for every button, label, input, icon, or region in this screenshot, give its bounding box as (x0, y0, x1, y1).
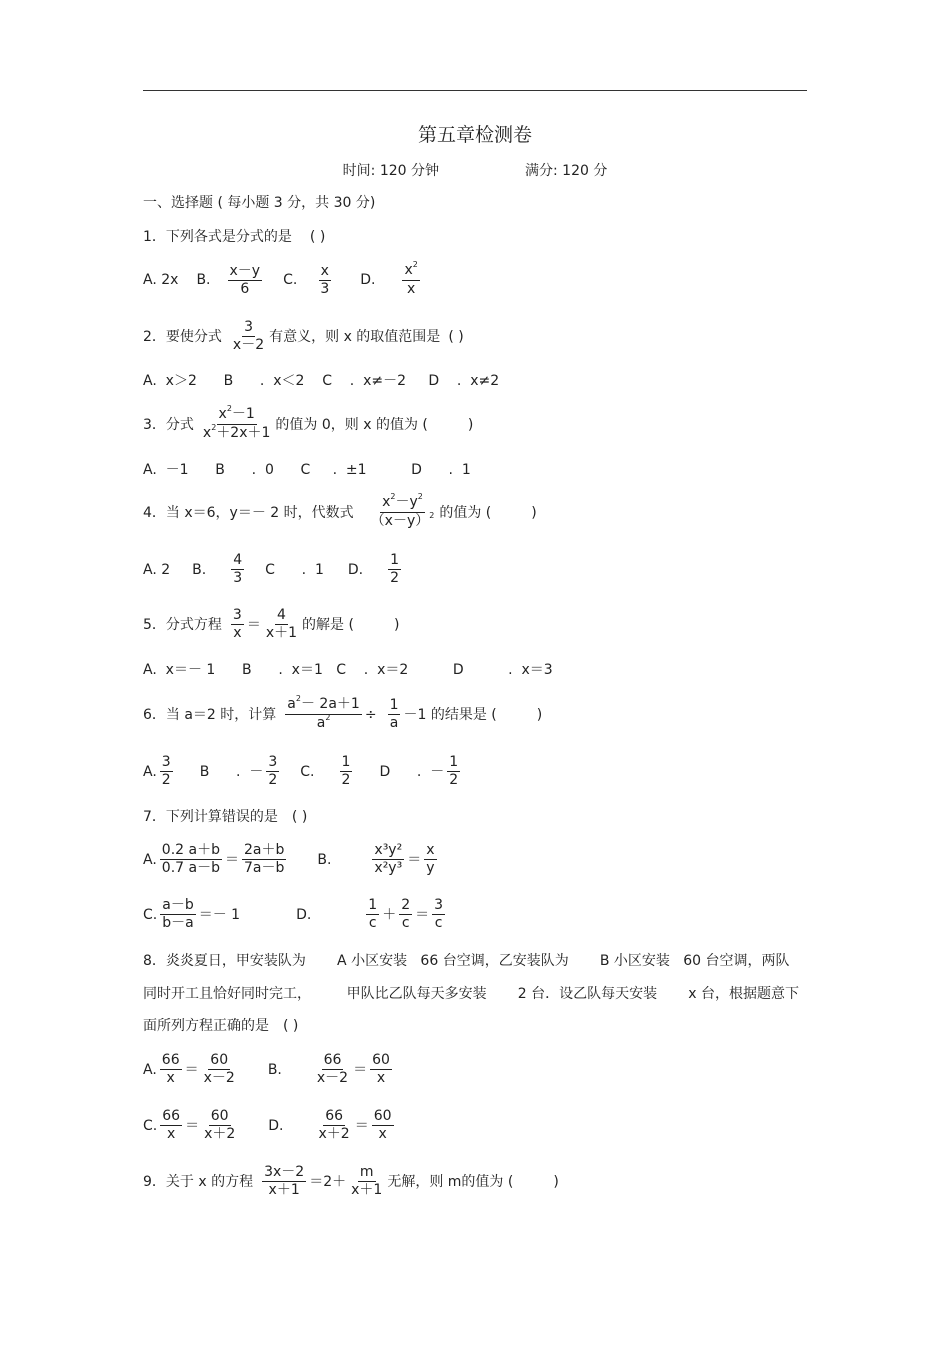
fraction: $\frac{1}{a}$ (389, 697, 399, 731)
question-4: 4．当 x＝6，y＝－ 2 时，代数式 $\frac{x^2-y^2}{(x-y)^2}$ 的值为 ( ) (143, 492, 537, 529)
fraction: $\frac{x^2-1}{x^2+2x+1}$ (202, 404, 271, 441)
fraction: $\frac{m}{x+1}$ (351, 1164, 383, 1198)
question-9: 9．关于 x 的方程 $\frac{3x-2}{x+1}$ ＝2＋ $\frac{m}{x+1}$ 无解，则 m的值为 ( ) (143, 1164, 559, 1198)
fraction: $\frac{3}{2}$ (268, 754, 278, 788)
fraction: $\frac{2}{c}$ (401, 897, 411, 931)
fraction: $\frac{66}{x+2}$ (318, 1108, 350, 1142)
question-1-options: A. 2x B. $\frac{x-y}{6}$ C. $\frac{x}{3}$ D. $\frac{x^2}{x}$ (143, 260, 418, 297)
question-2: 2．要使分式 $\frac{3}{x-2}$ 有意义，则 x 的取值范围是 ( ) (143, 319, 464, 353)
fraction: $\frac{1}{2}$ (449, 754, 459, 788)
fraction: $\frac{0.2 a+b}{0.7 a-b}$ (161, 842, 220, 876)
question-8-line-2: 同时开工且恰好同时完工， 甲队比乙队每天多安装 2 台．设乙队每天安装 x 台，根据题意下 (143, 986, 799, 1002)
fraction: $\frac{a^2- 2a+1}{a^2}$ (287, 694, 360, 731)
question-7: 7．下列计算错误的是 ( ) (143, 809, 308, 825)
fraction: $\frac{1}{2}$ (341, 754, 351, 788)
section-heading: 一、选择题 ( 每小题 3 分，共 30 分) (143, 195, 376, 211)
fraction: $\frac{66}{x-2}$ (316, 1052, 349, 1086)
header-rule (143, 90, 807, 91)
fraction: $\frac{66}{x}$ (162, 1108, 181, 1142)
question-7-options-cd: C. $\frac{a-b}{b-a}$ ＝－ 1 D. $\frac{1}{c}$ ＋ $\frac{2}{c}$ ＝ $\frac{3}{c}$ (143, 897, 444, 931)
question-3: 3．分式 $\frac{x^2-1}{x^2+2x+1}$ 的值为 0，则 x 的值为 ( ) (143, 404, 474, 441)
fraction: $\frac{4}{x+1}$ (265, 607, 298, 641)
fraction: $\frac{60}{x}$ (372, 1052, 390, 1086)
fraction: $\frac{3}{x-2}$ (232, 319, 265, 353)
score-info: 满分: 120 分 (525, 163, 608, 179)
fraction: $\frac{\text{x³y²}}{\text{x²y³}}$ (374, 842, 403, 876)
fraction: $\frac{x-y}{6}$ (229, 262, 261, 297)
fraction: $\frac{x}{3}$ (320, 262, 330, 297)
fraction: $\frac{3}{c}$ (434, 897, 444, 931)
fraction: $\frac{a-b}{b-a}$ (162, 897, 194, 931)
question-1: 1．下列各式是分式的是 ( ) (143, 229, 326, 245)
question-4-options: A. 2 B. $\frac{4}{3}$ C . 1 D. $\frac{1}{2}$ (143, 552, 400, 586)
fraction: $\frac{60}{x+2}$ (204, 1108, 236, 1142)
fraction: $\frac{1}{c}$ (368, 897, 378, 931)
fraction: $\frac{3}{x}$ (232, 607, 242, 641)
question-8-line-3: 面所列方程正确的是 ( ) (143, 1018, 299, 1034)
fraction: $\frac{4}{3}$ (233, 552, 243, 586)
question-6: 6．当 a＝2 时，计算 $\frac{a^2- 2a+1}{a^2}$ ÷ $\frac{1}{a}$ －1 的结果是 ( ) (143, 694, 543, 731)
fraction: $\frac{60}{x}$ (373, 1108, 392, 1142)
fraction: $\frac{x}{y}$ (426, 842, 435, 876)
question-7-options-ab: A. $\frac{0.2 a+b}{0.7 a-b}$ ＝ $\frac{2a+b}{7a-b}$ B. $\frac{\text{x³y²}}{\text{x²y³}}$ ＝ $\frac{x}{y}$ (143, 842, 435, 876)
fraction: $\frac{3}{2}$ (161, 754, 171, 788)
time-info: 时间: 120 分钟 (342, 163, 439, 179)
fraction: $\frac{1}{2}$ (390, 552, 400, 586)
question-2-options: A. x＞2 B . x＜2 C . x≠－2 D . x≠2 (143, 373, 500, 389)
question-8-options-cd: C. $\frac{66}{x}$ ＝ $\frac{60}{x+2}$ D. $\frac{66}{x+2}$ ＝ $\frac{60}{x}$ (143, 1108, 392, 1142)
fraction: $\frac{x^2-y^2}{(x-y)^2}$ (370, 492, 435, 529)
question-8-line-1: 8．炎炎夏日，甲安装队为 A 小区安装 66 台空调，乙安装队为 B 小区安装 60 台空调，两队 (143, 953, 790, 969)
fraction: $\frac{3x-2}{x+1}$ (264, 1164, 305, 1198)
question-6-options: A. $\frac{3}{2}$ B . － $\frac{3}{2}$ C. $\frac{1}{2}$ D . － $\frac{1}{2}$ (143, 754, 459, 788)
question-5-options: A. x＝－ 1 B . x＝1 C . x＝2 D . x＝3 (143, 662, 553, 678)
fraction: $\frac{66}{x}$ (161, 1052, 180, 1086)
question-5: 5．分式方程 $\frac{3}{x}$ ＝ $\frac{4}{x+1}$ 的解是 ( ) (143, 607, 400, 641)
question-3-options: A. －1 B . 0 C . ±1 D . 1 (143, 462, 471, 478)
fraction: $\frac{2a+b}{7a-b}$ (243, 842, 285, 876)
fraction: $\frac{x^2}{x}$ (404, 260, 418, 297)
question-8-options-ab: A. $\frac{66}{x}$ ＝ $\frac{60}{x-2}$ B. $\frac{66}{x-2}$ ＝ $\frac{60}{x}$ (143, 1052, 390, 1086)
exam-info (0, 160, 950, 180)
fraction: $\frac{60}{x-2}$ (203, 1052, 235, 1086)
page-title: 第五章检测卷 (417, 124, 532, 146)
